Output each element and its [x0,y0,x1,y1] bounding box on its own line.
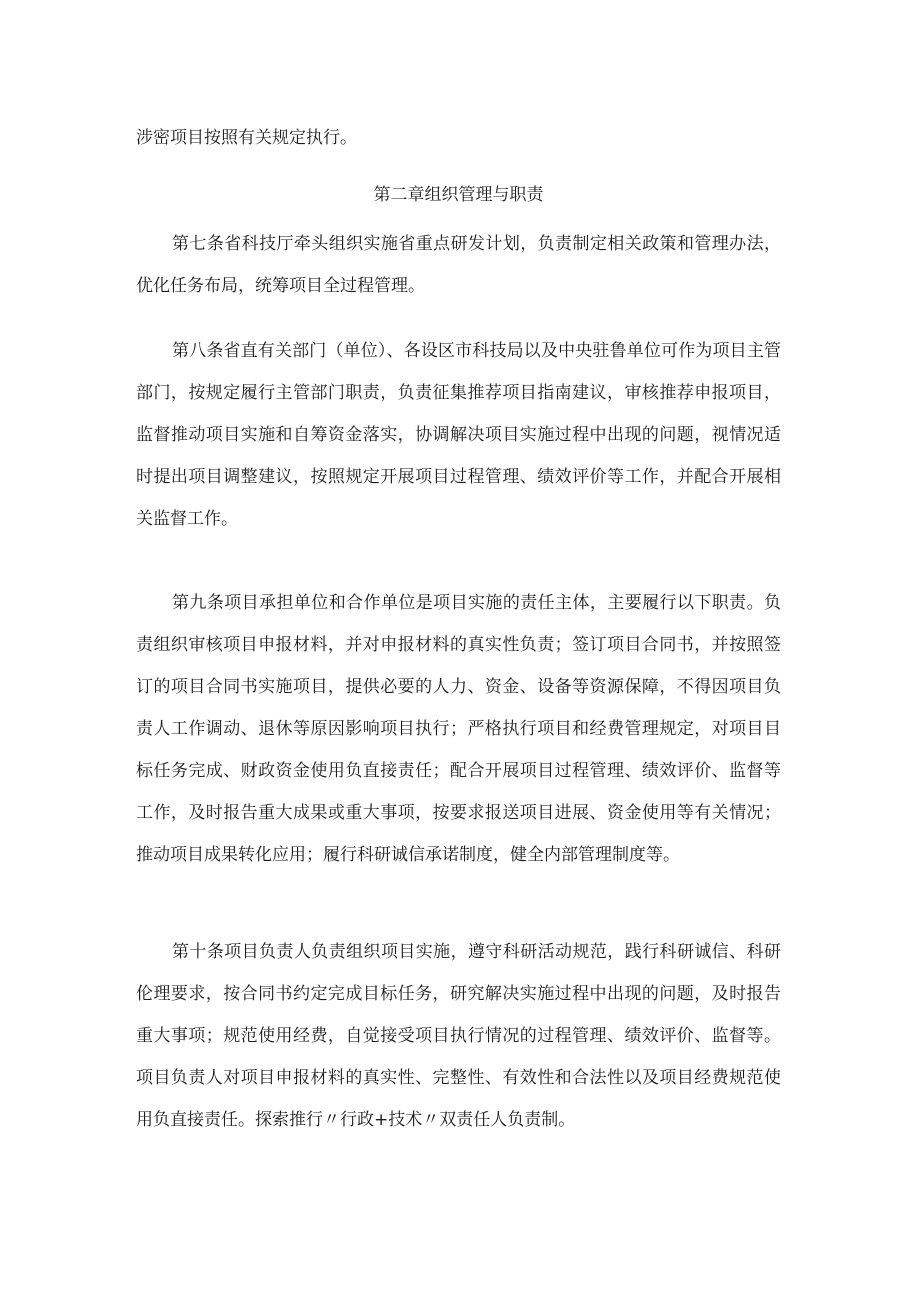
article-9-paragraph: 第九条项目承担单位和合作单位是项目实施的责任主体，主要履行以下职责。负责组织审核项目申报材料，并对申报材料的真实性负责；签订项目合同书，并按照签订的项目合同书实施项目，提供必要的人力、资金、设备等资源保障，不得因项目负责人工作调动、退休等原因影响项目执行；严格执行项目和经费管理规定，对项目目标任务完成、财政资金使用负直接责任；配合开展项目过程管理、绩效评价、监督等工作，及时报告重大成果或重大事项，按要求报送项目进展、资金使用等有关情况；推动项目成果转化应用；履行科研诚信承诺制度，健全内部管理制度等。 [136,593,781,865]
article-8-paragraph: 第八条省直有关部门（单位）、各设区市科技局以及中央驻鲁单位可作为项目主管部门，按规定履行主管部门职责，负责征集推荐项目指南建议，审核推荐申报项目，监督推动项目实施和自筹资金落实，协调解决项目实施过程中出现的问题，视情况适时提出项目调整建议，按照规定开展项目过程管理、绩效评价等工作，并配合开展相关监督工作。 [136,341,781,529]
chapter-title: 第二章组织管理与职责 [373,185,544,205]
lead-paragraph: 涉密项目按照有关规定执行。 [136,128,357,148]
article-7-paragraph: 第七条省科技厅牵头组织实施省重点研发计划，负责制定相关政策和管理办法，优化任务布局，统筹项目全过程管理。 [136,234,781,296]
article-10-paragraph: 第十条项目负责人负责组织项目实施，遵守科研活动规范，践行科研诚信、科研伦理要求，按合同书约定完成目标任务，研究解决实施过程中出现的问题，及时报告重大事项；规范使用经费，自觉接受项目执行情况的过程管理、绩效评价、监督等。项目负责人对项目申报材料的真实性、完整性、有效性和合法性以及项目经费规范使用负直接责任。探索推行〃行政+技术〃双责任人负责制。 [136,942,781,1130]
